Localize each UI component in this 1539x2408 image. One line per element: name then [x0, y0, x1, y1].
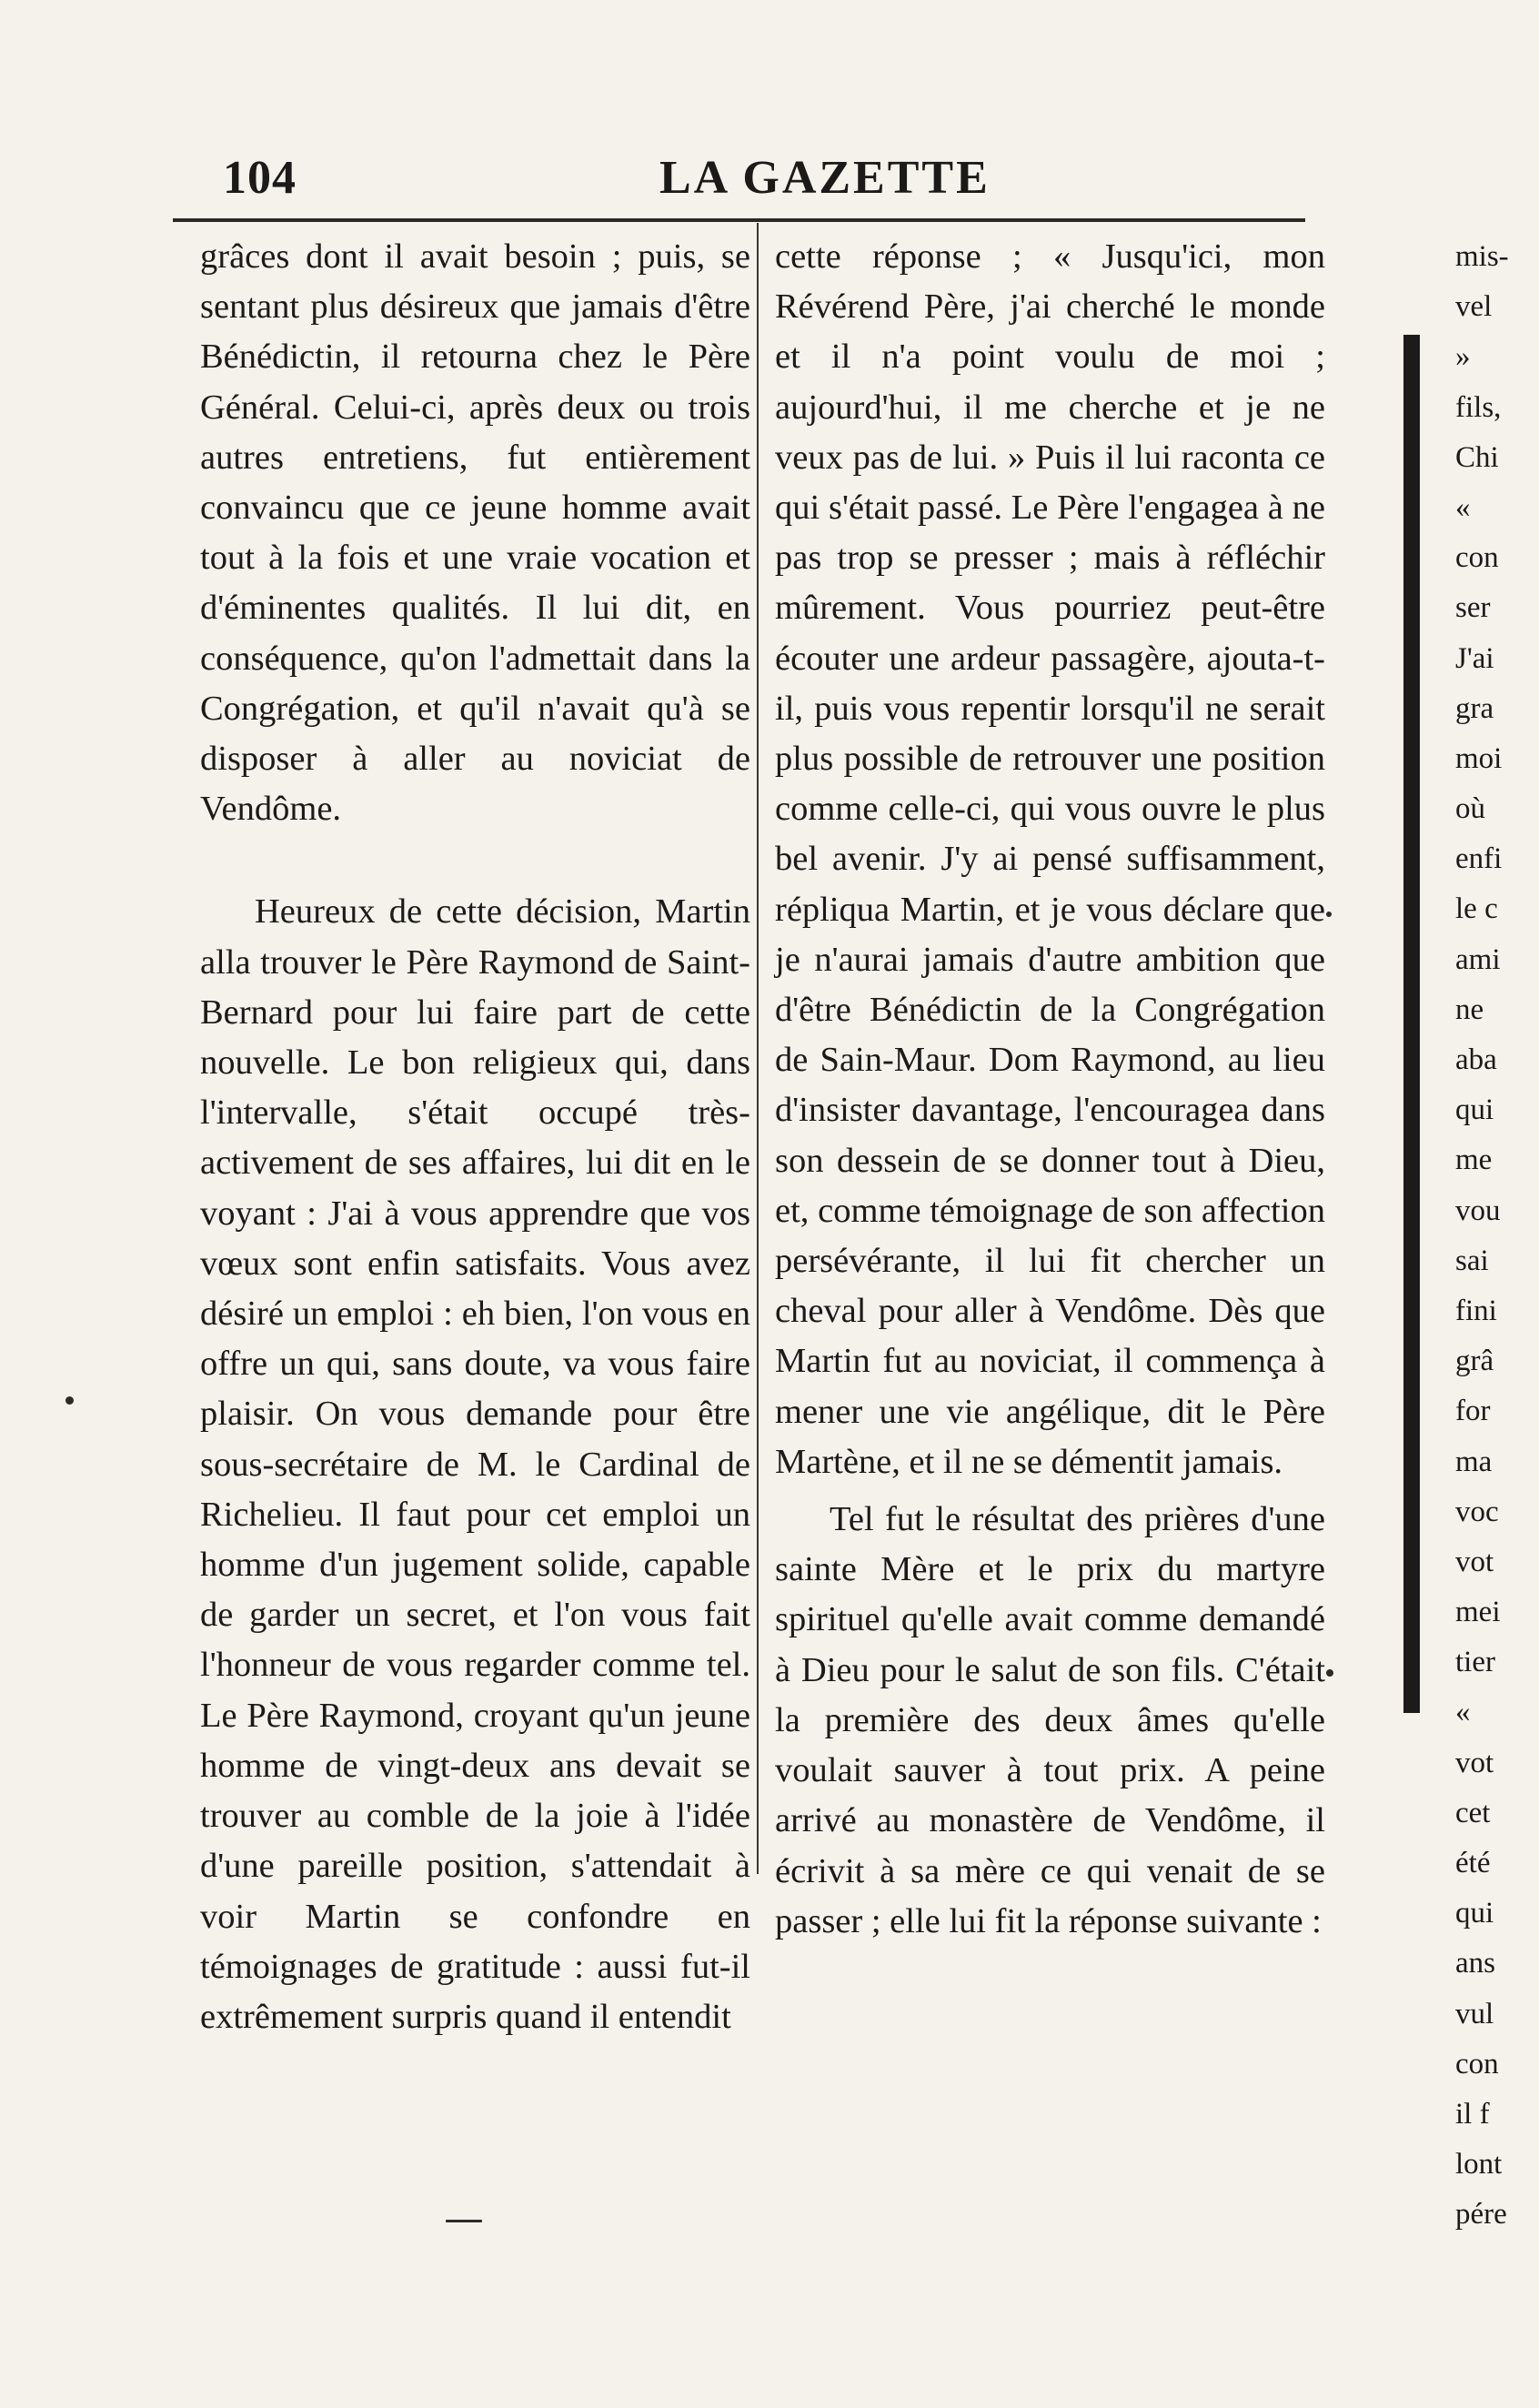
facing-page-fragment: ami: [1455, 942, 1501, 976]
facing-page-fragment: le c: [1455, 892, 1498, 926]
facing-page-fragment: ne: [1455, 992, 1484, 1026]
facing-page-fragment: «: [1455, 490, 1471, 524]
facing-page-fragment: qui: [1455, 1093, 1494, 1127]
facing-page-fragment: ma: [1455, 1445, 1493, 1478]
middle-paragraph-1: cette réponse ; « Jusqu'ici, mon Révérend Père, j'ai cherché le monde et il n'a point voulu de moi ; aujourd'hui, il me cherche et je ne veux pas de lui. » Puis il lui raconta ce qui s'était passé. Le Père l'engagea à ne pas trop se presser ; mais à réfléchir mûrement. Vous pourriez peut-être écouter une ardeur passagère, ajouta-t-il, puis vous repentir lorsqu'il ne serait plus possible de retrouver une position comme celle-ci, qui vous ouvre le plus bel avenir. J'y ai pensé suffisamment, répliqua Martin, et je vous déclare que je n'aurai jamais d'autre ambition que d'être Bénédictin de la Congrégation de Sain-Maur. Dom Raymond, au lieu d'insister davantage, l'encouragea dans son dessein de se donner tout à Dieu, et, comme témoignage de son affection persévérante, il lui fit chercher un cheval pour aller à Vendôme. Dès que Martin fut au noviciat, il commença à mener une vie angélique, dit le Père Martène, et il ne se démentit jamais.: [775, 237, 1325, 1481]
facing-page-fragment: mei: [1455, 1596, 1501, 1629]
facing-page-fragment: voc: [1455, 1495, 1499, 1528]
facing-page-fragment: sai: [1455, 1244, 1489, 1277]
facing-page-fragment: lont: [1455, 2148, 1503, 2181]
facing-page-fragment: où: [1455, 792, 1485, 826]
ink-speck: [1326, 1669, 1333, 1677]
facing-page-fragment: aba: [1455, 1043, 1497, 1076]
facing-page-fragment: vul: [1455, 1997, 1494, 2030]
facing-page-fragment: »: [1455, 340, 1471, 374]
ink-speck: [65, 1396, 74, 1405]
facing-page-fragment: été: [1455, 1847, 1491, 1879]
header-rule: [173, 218, 1305, 222]
facing-page-fragment: vot: [1455, 1545, 1494, 1578]
running-title: LA GAZETTE: [659, 152, 991, 204]
facing-page-fragment: mis-: [1455, 240, 1509, 273]
facing-page-fragment: gra: [1455, 691, 1494, 725]
facing-page-fragments: [1455, 232, 1539, 2241]
facing-page-fragment: fini: [1455, 1294, 1497, 1327]
facing-page-fragment: vou: [1455, 1194, 1501, 1227]
ink-speck: [1326, 912, 1332, 917]
middle-paragraph-2: Tel fut le résultat des prières d'une sainte Mère et le prix du martyre spirituel qu'elle avait comme demandé à Dieu pour le salut de son fils. C'était la première des deux âmes qu'elle voulait sauver à tout prix. A peine arrivé au monastère de Vendôme, il écrivit à sa mère ce qui venait de se passer ; elle lui fit la réponse suivante :: [775, 1500, 1325, 1940]
facing-page-fragment: me: [1455, 1144, 1493, 1177]
facing-page-fragment: Chi: [1455, 440, 1499, 474]
left-paragraph-1: grâces dont il avait besoin ; puis, se sentant plus désireux que jamais d'être Bénédictin, il retourna chez le Père Général. Celui-ci, après deux ou trois autres entretiens, fut entièrement convaincu que ce jeune homme avait tout à la fois et une vraie vocation et d'éminentes qualités. Il lui dit, en conséquence, qu'on l'admettait dans la Congrégation, et qu'il n'avait qu'à se disposer à aller au noviciat de Vendôme.: [200, 237, 750, 829]
facing-page-fragment: vot: [1455, 1746, 1494, 1779]
column-rule: [757, 223, 759, 1874]
left-paragraph-2: Heureux de cette décision, Martin alla trouver le Père Raymond de Saint-Bernard pour lui faire part de cette nouvelle. Le bon religieux qui, dans l'intervalle, s'était occupé très-activement de ses affaires, lui dit en le voyant : J'ai à vous apprendre que vos vœux sont enfin satisfaits. Vous avez désiré un emploi : eh bien, l'on vous en offre un qui, sans doute, va vous faire plaisir. On vous demande pour être sous-secrétaire de M. le Cardinal de Richelieu. Il faut pour cet emploi un homme d'un jugement solide, capable de garder un secret, et l'on vous fait l'honneur de vous regarder comme tel. Le Père Raymond, croyant qu'un jeune homme de vingt-deux ans devait se trouver au comble de la joie à l'idée d'une pareille position, s'attendait à voir Martin se confondre en témoignages de gratitude : aussi fut-il extrêmement surpris quand il entendit: [200, 892, 750, 2036]
facing-page-fragment: il f: [1455, 2097, 1490, 2131]
facing-page-fragment: qui: [1455, 1897, 1494, 1930]
facing-page-fragment: vel: [1455, 290, 1493, 324]
middle-column: [775, 232, 1325, 1947]
facing-page-fragment: moi: [1455, 741, 1503, 775]
facing-page-fragment: con: [1455, 2047, 1499, 2081]
facing-page-fragment: cet: [1455, 1796, 1491, 1829]
facing-page-fragment: enfi: [1455, 842, 1503, 876]
facing-page-fragment: «: [1455, 1696, 1471, 1729]
facing-page-fragment: fils,: [1455, 390, 1502, 424]
facing-page-fragment: con: [1455, 541, 1499, 575]
facing-page-fragment: tier: [1455, 1646, 1495, 1679]
facing-page-fragment: ser: [1455, 591, 1491, 625]
ink-dash: [446, 2220, 482, 2222]
facing-page-fragment: for: [1455, 1395, 1491, 1428]
page-header: [173, 151, 1305, 209]
facing-page-fragment: grâ: [1455, 1345, 1494, 1378]
facing-page-fragment: J'ai: [1455, 641, 1494, 675]
facing-page-fragment: pére: [1455, 2198, 1507, 2232]
facing-page-fragment: ans: [1455, 1947, 1495, 1980]
page-number: 104: [223, 152, 297, 204]
left-column: [200, 232, 750, 2042]
facing-page-edge-bar: [1403, 335, 1420, 1713]
